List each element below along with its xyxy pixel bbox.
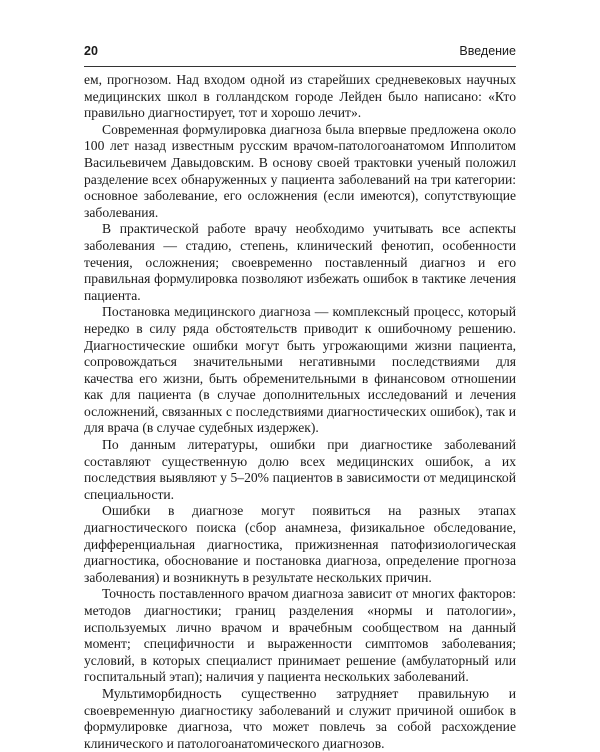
paragraph: Современная формулировка диагноза была впервые предложена около 100 лет назад известным русским врачом-патологоанатомом Ипполитом Васильевичем Давыдовским. В основу своей трактовки ученый положил разделение всех обнаруженных у пациента заболеваний на три категории: основное заболевание, его осложнения (если имеются), сопутствующие заболевания. bbox=[84, 121, 516, 220]
paragraph: По данным литературы, ошибки при диагностике заболеваний составляют существенную долю всех медицинских ошибок, а их последствия выявляют у 5–20% пациентов в зависимости от медицинской специальности. bbox=[84, 437, 516, 502]
paragraph: Точность поставленного врачом диагноза зависит от многих факторов: методов диагностики; границ разделения «нормы и патологии», используемых лично врачом и врачебным сообществом на данный момент; специфичности и выраженности симптомов заболевания; условий, в которых специалист принимает решение (амбулаторный или госпитальный этап); наличия у пациента нескольких заболеваний. bbox=[84, 586, 516, 685]
page-header bbox=[84, 44, 516, 62]
page-number: 20 bbox=[84, 44, 98, 58]
body-text bbox=[84, 72, 516, 752]
paragraph: В практической работе врачу необходимо учитывать все аспекты заболевания — стадию, степень, клинический фенотип, особенности течения, осложнения; своевременно поставленный диагноз и его правильная формулировка позволяют избежать ошибок в тактике лечения пациента. bbox=[84, 221, 516, 303]
paragraph: Мультиморбидность существенно затрудняет правильную и своевременную диагностику заболеваний и служит причиной ошибок в формулировке диагноза, что может повлечь за собой расхождение клинического и патологоанатомического диагнозов. bbox=[84, 685, 516, 751]
paragraph: Постановка медицинского диагноза — комплексный процесс, который нередко в силу ряда обстоятельств приводит к ошибочному решению. Диагностические ошибки могут быть угрожающими жизни пациента, сопровождаться значительными негативными последствиями для качества его жизни, быть обременительными в финансовом отношении как для пациента (в случае дополнительных исследований и лечения осложнений, связанных с последствиями диагностических ошибок), так и для врача (в случае судебных издержек). bbox=[84, 304, 516, 436]
paragraph: Ошибки в диагнозе могут появиться на разных этапах диагностического поиска (сбор анамнеза, физикальное обследование, дифференциальная диагностика, прижизненная патофизиологическая диагностика, обоснование и постановка диагноза, определение прогноза заболевания) и возникнуть в результате нескольких причин. bbox=[84, 503, 516, 585]
running-title: Введение bbox=[459, 44, 516, 58]
header-rule bbox=[84, 66, 516, 67]
paragraph-continuation: ем, прогнозом. Над входом одной из старейших средневековых научных медицинских школ в голландском городе Лейден было написано: «Кто правильно диагностирует, тот и хорошо лечит». bbox=[84, 72, 516, 121]
